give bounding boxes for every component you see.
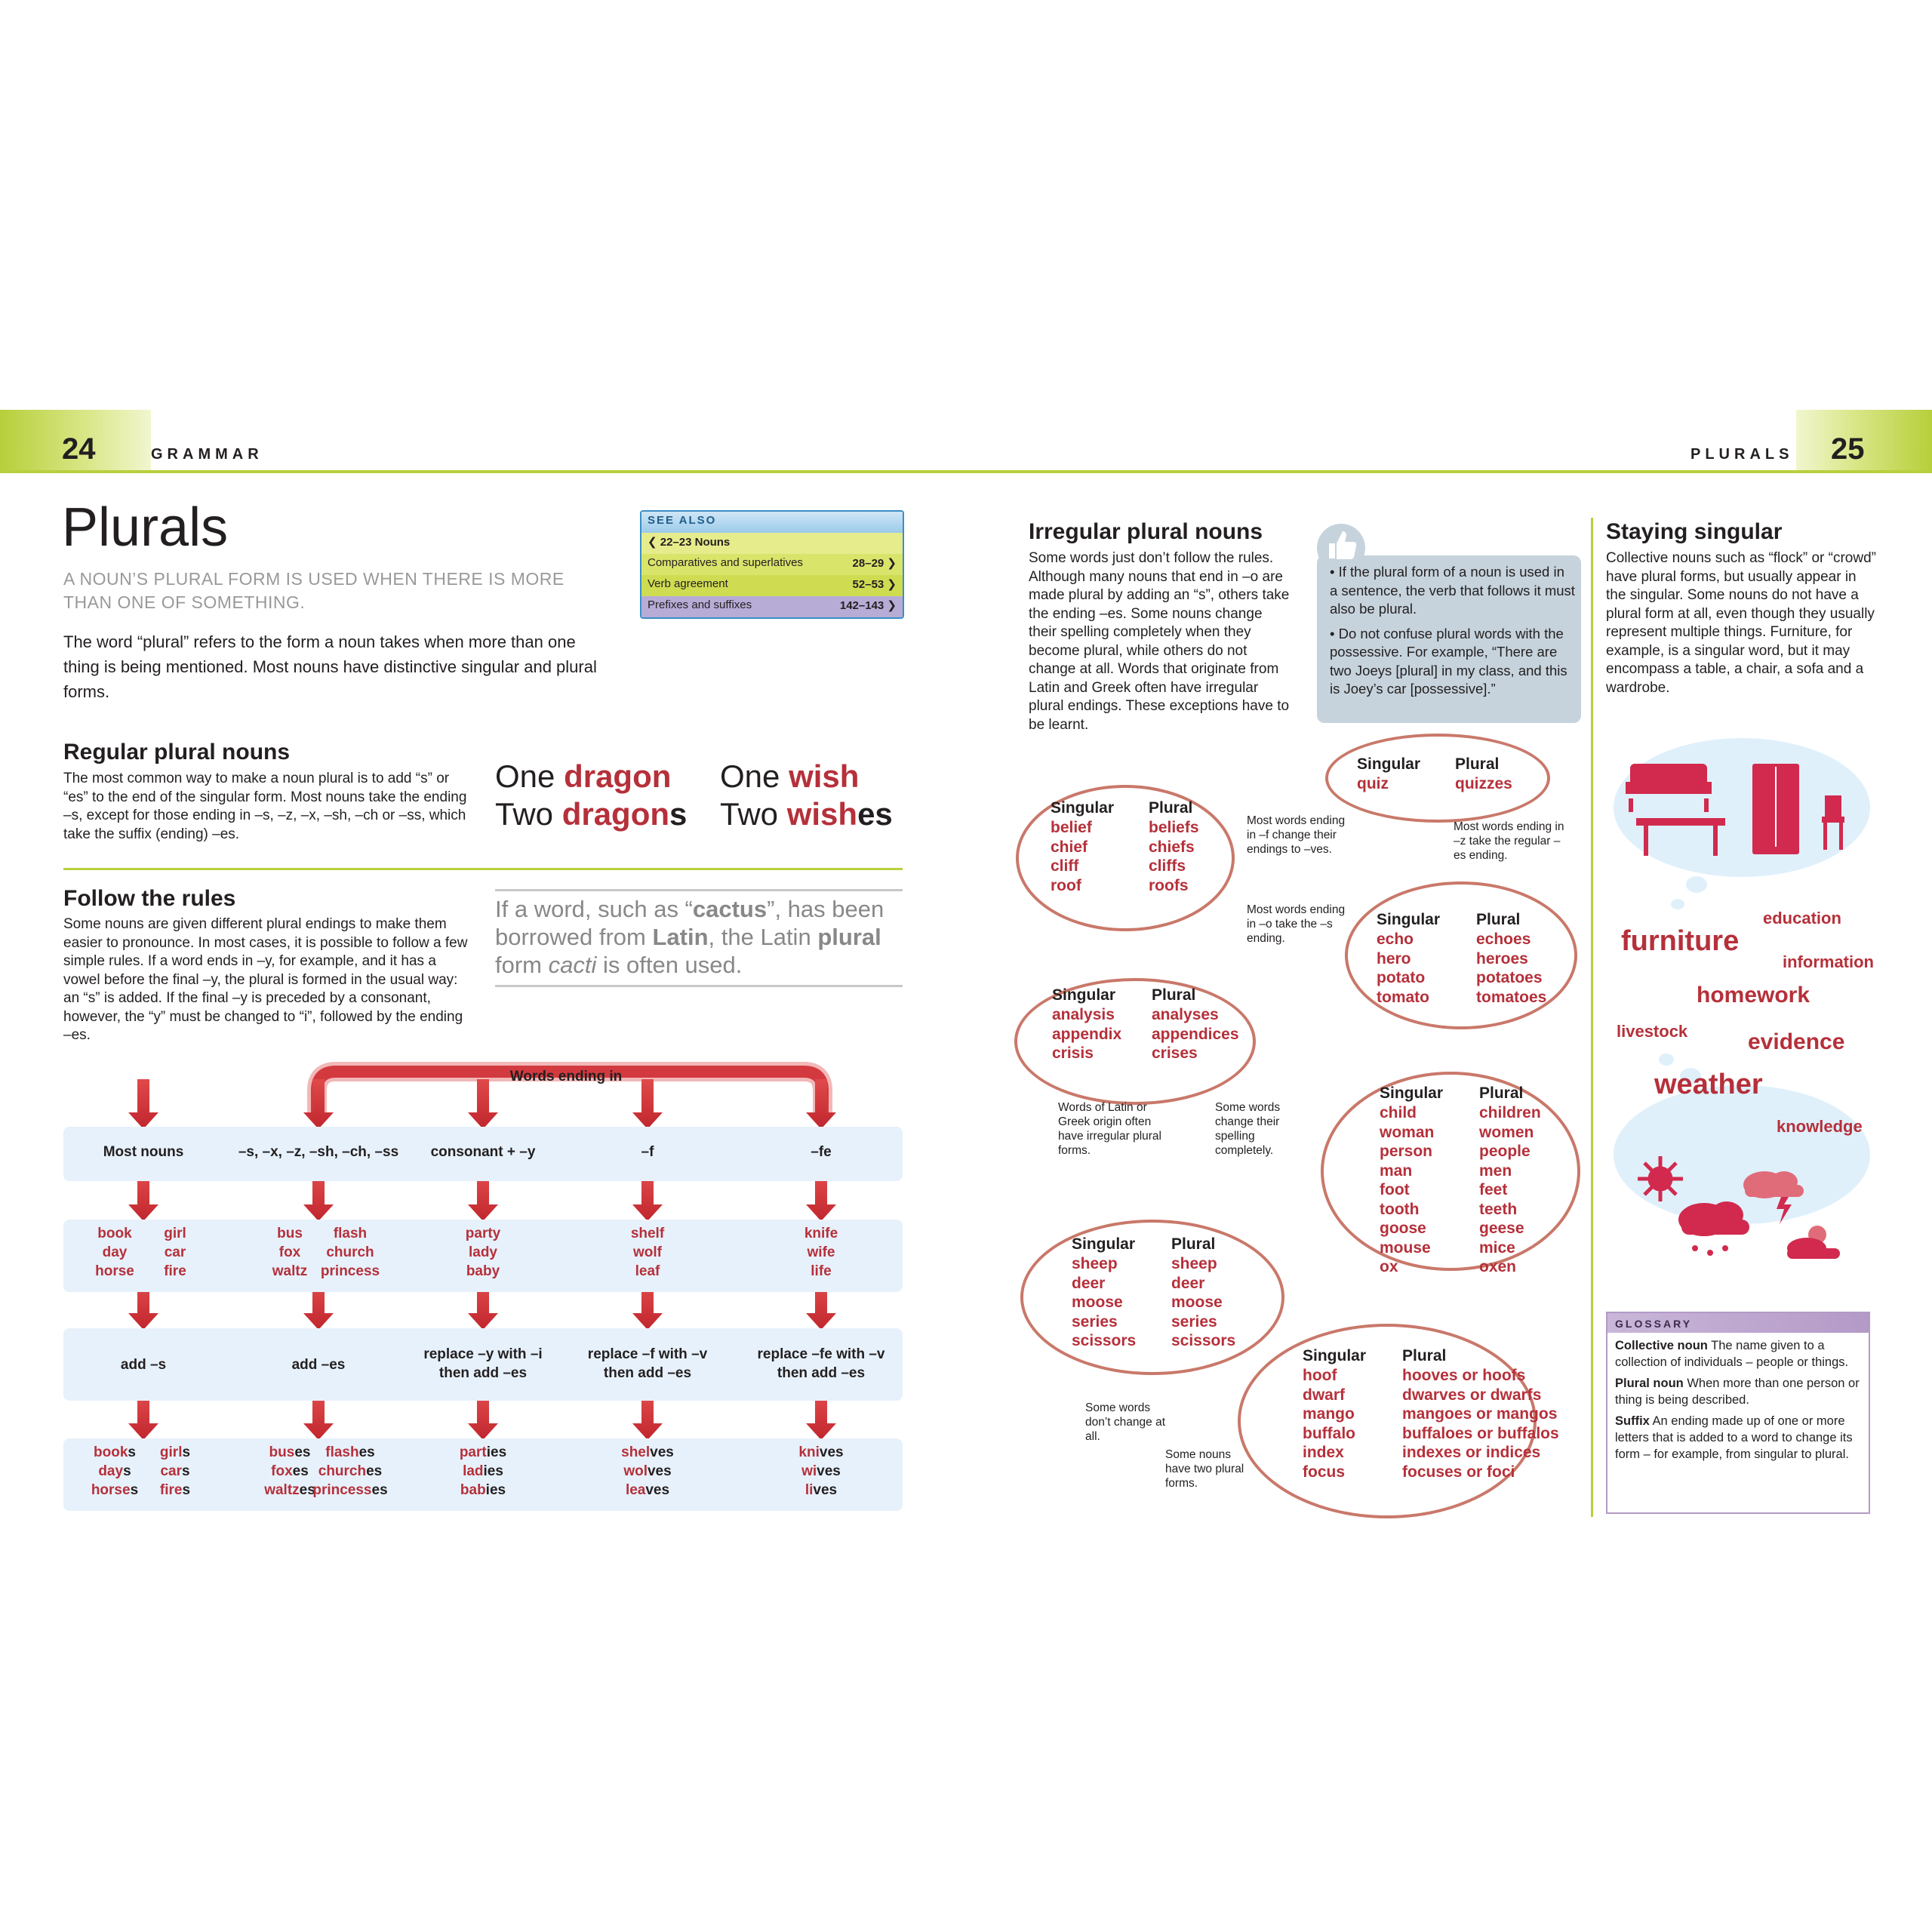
lead-text: The word “plural” refers to the form a noun takes when more than one thing is being mentioned. Most nouns have distinctive singular and plural forms. xyxy=(63,632,597,701)
plural-word: people xyxy=(1479,1143,1531,1160)
glossary-entry: Suffix An ending made up of one or more letters that is added to a word to change its form – for example, from singular to plural. xyxy=(1615,1414,1853,1461)
furniture-weather-illustration xyxy=(1606,732,1878,1291)
intro-text: A NOUN’S PLURAL FORM IS USED WHEN THERE IS MORE THAN ONE OF SOMETHING. xyxy=(63,569,565,612)
plural-word: potatoes xyxy=(1476,969,1543,986)
plural-label: Plural xyxy=(1455,755,1500,773)
singular-word: chief xyxy=(1051,838,1088,856)
singular-word: lady xyxy=(468,1244,498,1260)
singular-word: mouse xyxy=(1380,1238,1431,1257)
cactus-quote: If a word, such as “cactus”, has been borrowed from Latin, the Latin plural form cacti is often used. xyxy=(495,896,884,978)
singular-word: shelf xyxy=(630,1226,665,1241)
plural-ending: ves xyxy=(645,1482,670,1498)
plural-word xyxy=(595,1444,700,1461)
column-divider xyxy=(1591,518,1593,1517)
plural-word xyxy=(768,1482,874,1499)
plural-ending: s xyxy=(181,1463,190,1479)
plural-stem: princess xyxy=(312,1482,372,1498)
plural-word: hooves or hoofs xyxy=(1402,1367,1526,1384)
uncountable-word: evidence xyxy=(1748,1029,1845,1054)
singular-word: leaf xyxy=(635,1263,660,1279)
singular-word: appendix xyxy=(1052,1025,1122,1043)
down-arrow-icon xyxy=(303,1395,334,1440)
singular-word: series xyxy=(1072,1312,1118,1331)
plural-ending: s xyxy=(182,1444,191,1460)
singular-word: girl xyxy=(164,1226,186,1241)
singular-word: buffalo xyxy=(1303,1424,1355,1442)
see-also-header: SEE ALSO xyxy=(641,512,903,533)
rule-label: replace –fe with –v then add –es xyxy=(757,1346,885,1381)
plural-stem: bus xyxy=(269,1444,295,1460)
singular-word: wolf xyxy=(633,1244,662,1260)
singular-word: day xyxy=(102,1244,128,1260)
plural-ending: es xyxy=(292,1463,309,1479)
plural-word xyxy=(122,1482,228,1499)
plural-ending: ves xyxy=(647,1463,672,1479)
down-arrow-icon xyxy=(468,1174,498,1221)
see-also-item[interactable]: Verb agreement 52–53 ❯ xyxy=(641,575,903,596)
rules-heading: Follow the rules xyxy=(63,886,236,911)
singular-label: Singular xyxy=(1377,911,1441,928)
plural-stem: day xyxy=(98,1463,124,1479)
plural-stem: li xyxy=(804,1482,814,1498)
singular-label: Singular xyxy=(1052,986,1116,1004)
singular-word: man xyxy=(1380,1161,1413,1180)
singular-word: deer xyxy=(1072,1274,1106,1292)
plural-stem: wi xyxy=(801,1463,817,1479)
down-arrow-icon xyxy=(468,1395,498,1440)
plural-word: teeth xyxy=(1479,1200,1518,1218)
singular-word: bus xyxy=(277,1226,303,1241)
plural-word xyxy=(122,1463,228,1480)
wardrobe-icon xyxy=(1752,764,1799,854)
rule-label: replace –f with –v then add –es xyxy=(587,1346,708,1381)
singular-word: fire xyxy=(164,1263,186,1279)
plural-word xyxy=(595,1463,700,1480)
plural-stem: book xyxy=(94,1444,128,1460)
singular-word: index xyxy=(1303,1444,1344,1461)
see-also-item[interactable]: ❮ 22–23 Nouns xyxy=(641,533,903,554)
singular-label: Singular xyxy=(1357,755,1421,773)
singular-label: Singular xyxy=(1380,1084,1444,1102)
singular-word: fox xyxy=(278,1244,301,1260)
see-also-item[interactable]: Prefixes and suffixes 142–143 ❯ xyxy=(641,596,903,617)
plural-stem: flash xyxy=(325,1444,359,1460)
plural-ending: ves xyxy=(813,1482,838,1498)
singular-word: quiz xyxy=(1357,775,1389,792)
plural-label: Plural xyxy=(1479,1084,1524,1102)
rain-cloud-icon xyxy=(1678,1201,1749,1256)
plural-word: series xyxy=(1171,1312,1217,1331)
plural-stem: fox xyxy=(271,1463,293,1479)
down-arrow-icon xyxy=(128,1079,158,1129)
plural-word xyxy=(297,1482,403,1499)
singular-label: Singular xyxy=(1051,799,1115,817)
plural-stem: girl xyxy=(159,1444,183,1460)
right-running-head: PLURALS xyxy=(1690,446,1794,463)
singular-word: hero xyxy=(1377,949,1411,968)
glossary-header: GLOSSARY xyxy=(1607,1313,1869,1333)
plural-ending: es xyxy=(294,1444,311,1460)
plural-ending: s xyxy=(128,1444,136,1460)
singular-word: focus xyxy=(1303,1463,1346,1481)
singular-word: woman xyxy=(1380,1123,1435,1141)
plural-stem: horse xyxy=(91,1482,131,1498)
singular-word: child xyxy=(1380,1104,1417,1121)
singular-heading: Staying singular xyxy=(1606,519,1783,544)
group-note: Some words don’t change at all. xyxy=(1085,1401,1166,1443)
plural-ending: s xyxy=(123,1463,131,1479)
uncountable-word: education xyxy=(1763,909,1841,928)
uncountable-word: homework xyxy=(1697,983,1810,1008)
plural-stem: fire xyxy=(159,1482,183,1498)
plural-word: mangoes or mangos xyxy=(1402,1405,1558,1423)
plural-word: men xyxy=(1479,1161,1512,1180)
rules-text: Some nouns are given different plural endings to make them easier to pronounce. In most cases, it is possible to follow a few simple rules. If a word ends in –y, for example, and it has a vowel before the final –y, the plural is formed in the usual way: an “s” is added. If the final –y is preceded by a consonant, however, the “y” must be changed to “i”, followed by the ending –es. xyxy=(63,916,468,1043)
plural-word xyxy=(430,1482,536,1499)
plural-word: moose xyxy=(1171,1294,1223,1311)
dragon-example: One dragon Two dragons xyxy=(495,758,688,832)
plural-label: Plural xyxy=(1149,799,1193,817)
group-note: Some nouns have two plural forms. xyxy=(1165,1448,1244,1490)
group-note: Most words ending in –f change their endings to –ves. xyxy=(1247,814,1346,856)
plural-word: dwarves or dwarfs xyxy=(1402,1386,1542,1404)
tip-text: • If the plural form of a noun is used in a sentence, the verb that follows it must also be plural. • Do not confuse plural words with the possessive. For example, “There are two Joeys [plural] in my class, and this is Joey’s car [possessive].” xyxy=(1330,564,1575,697)
singular-word: waltz xyxy=(272,1263,308,1279)
plural-stem: car xyxy=(160,1463,182,1479)
see-also-item[interactable]: Comparatives and superlatives 28–29 ❯ xyxy=(641,554,903,575)
group-note: Most words ending in –z take the regular –es ending. xyxy=(1454,820,1564,862)
plural-ending: es xyxy=(299,1482,315,1498)
ending-label: –f xyxy=(641,1144,654,1160)
singular-word: flash xyxy=(333,1226,368,1241)
singular-word: party xyxy=(465,1226,501,1241)
sun-cloud-icon xyxy=(1787,1226,1840,1259)
plural-label: Plural xyxy=(1476,911,1521,928)
plural-word: focuses or foci xyxy=(1402,1463,1515,1481)
plural-ending: ves xyxy=(650,1444,674,1460)
plural-word xyxy=(768,1463,874,1480)
down-arrow-icon xyxy=(128,1174,158,1221)
plural-ending: ves xyxy=(817,1463,841,1479)
plural-label: Plural xyxy=(1402,1347,1447,1364)
singular-word: dwarf xyxy=(1303,1386,1346,1404)
plural-ending: s xyxy=(130,1482,139,1498)
plural-word xyxy=(297,1444,403,1461)
plural-word xyxy=(430,1463,536,1480)
wish-example: One wish Two wishes xyxy=(720,758,893,832)
singular-label: Singular xyxy=(1072,1235,1136,1253)
uncountable-word: weather xyxy=(1654,1069,1763,1100)
plural-stem: waltz xyxy=(264,1482,300,1498)
page-title: Plurals xyxy=(62,497,229,558)
plural-word: appendices xyxy=(1152,1025,1239,1043)
plural-word: feet xyxy=(1479,1181,1508,1198)
plural-ending: ies xyxy=(486,1444,507,1460)
plural-word: tomatoes xyxy=(1476,988,1547,1006)
irregular-text: Some words just don’t follow the rules. Although many nouns that end in –o are made plural by adding an “s”, others take the ending –es. Some nouns change their spelling completely when they become plural, while others do not change at all. Words that originate from Latin and Greek often have irregular plural endings. These exceptions have to be learnt. xyxy=(1029,550,1290,733)
plural-word: crises xyxy=(1152,1044,1198,1062)
singular-word: princess xyxy=(320,1263,380,1279)
plural-stem: church xyxy=(318,1463,367,1479)
group-note: Some words change their spelling completely. xyxy=(1215,1101,1281,1157)
plural-word: buffaloes or buffalos xyxy=(1402,1424,1559,1442)
plural-word: chiefs xyxy=(1149,838,1195,856)
singular-word: church xyxy=(326,1244,374,1260)
down-arrow-icon xyxy=(303,1174,334,1221)
singular-word: book xyxy=(97,1226,132,1241)
plural-word: sheep xyxy=(1171,1255,1217,1272)
plural-stem: lea xyxy=(625,1482,646,1498)
ending-label: –s, –x, –z, –sh, –ch, –ss xyxy=(238,1144,399,1160)
singular-word: analysis xyxy=(1052,1006,1115,1023)
down-arrow-icon xyxy=(632,1079,663,1129)
plural-stem: bab xyxy=(460,1482,486,1498)
plural-word: echoes xyxy=(1476,931,1531,948)
right-page-number: 25 xyxy=(1831,432,1865,466)
thumbs-up-icon xyxy=(1326,528,1358,561)
singular-word: goose xyxy=(1380,1220,1426,1237)
plural-ending: ies xyxy=(485,1482,506,1498)
singular-word: wife xyxy=(807,1244,835,1260)
singular-word: knife xyxy=(804,1226,838,1241)
plural-word xyxy=(297,1463,403,1480)
plural-word xyxy=(430,1444,536,1461)
plural-ending: ies xyxy=(483,1463,503,1479)
regular-text: The most common way to make a noun plural is to add “s” or “es” to the end of the singular form. Most nouns take the ending –s, except for those ending in –s, –z, –x, –sh, –ch or –ss, which take the suffix (ending) –es. xyxy=(63,771,467,842)
singular-word: cliff xyxy=(1051,857,1079,875)
singular-word: person xyxy=(1380,1143,1433,1160)
singular-word: baby xyxy=(466,1263,500,1279)
plural-ending: ves xyxy=(819,1444,844,1460)
plural-word: scissors xyxy=(1171,1332,1236,1349)
plural-ending: es xyxy=(371,1482,388,1498)
group-oval xyxy=(1016,785,1235,931)
plural-stem: shel xyxy=(621,1444,651,1460)
singular-word: belief xyxy=(1051,819,1092,836)
singular-word: echo xyxy=(1377,931,1414,948)
group-note: Most words ending in –o take the –s ending. xyxy=(1247,903,1346,945)
left-running-head: GRAMMAR xyxy=(151,446,263,463)
glossary-box xyxy=(1606,1312,1870,1514)
plural-word: analyses xyxy=(1152,1006,1219,1023)
rule-label: add –es xyxy=(291,1357,346,1373)
down-arrow-icon xyxy=(632,1174,663,1221)
plural-word xyxy=(122,1444,228,1461)
right-header-rule xyxy=(966,470,1932,473)
plural-word: roofs xyxy=(1149,876,1189,894)
words-ending-in-label: Words ending in xyxy=(509,1069,623,1084)
uncountable-word: information xyxy=(1783,952,1874,971)
plural-stem: wol xyxy=(623,1463,648,1479)
plural-word: women xyxy=(1479,1123,1534,1141)
sun-icon xyxy=(1638,1156,1683,1201)
singular-word: ox xyxy=(1380,1258,1398,1275)
group-oval xyxy=(1321,1072,1580,1271)
plural-word: children xyxy=(1479,1104,1541,1121)
plural-word xyxy=(595,1482,700,1499)
plural-ending: es xyxy=(366,1463,383,1479)
plural-word xyxy=(768,1444,874,1461)
singular-word: foot xyxy=(1380,1181,1410,1198)
uncountable-word: knowledge xyxy=(1777,1117,1863,1136)
down-arrow-icon xyxy=(806,1395,836,1440)
singular-word: potato xyxy=(1377,969,1426,986)
plural-word: cliffs xyxy=(1149,857,1186,875)
irregular-heading: Irregular plural nouns xyxy=(1029,519,1263,544)
plural-stem: lad xyxy=(463,1463,484,1479)
down-arrow-icon xyxy=(806,1174,836,1221)
singular-word: tomato xyxy=(1377,988,1429,1006)
singular-word: car xyxy=(164,1244,186,1260)
singular-word: horse xyxy=(95,1263,134,1279)
plural-label: Plural xyxy=(1152,986,1196,1004)
glossary-entry: Collective noun The name given to a collection of individuals – people or things. xyxy=(1615,1339,1849,1369)
plural-ending: es xyxy=(358,1444,375,1460)
ending-label: Most nouns xyxy=(103,1144,184,1160)
plural-stem: kni xyxy=(798,1444,820,1460)
glossary-entry: Plural noun When more than one person or thing is being described. xyxy=(1615,1377,1860,1407)
plural-word: heroes xyxy=(1476,949,1528,968)
down-arrow-icon xyxy=(468,1079,498,1129)
singular-word: scissors xyxy=(1072,1332,1137,1349)
uncountable-word: furniture xyxy=(1621,925,1740,957)
singular-word: roof xyxy=(1051,876,1081,894)
group-oval xyxy=(1020,1220,1284,1375)
singular-label: Singular xyxy=(1303,1347,1367,1364)
uncountable-word: livestock xyxy=(1617,1022,1688,1041)
singular-word: tooth xyxy=(1380,1200,1420,1218)
regular-heading: Regular plural nouns xyxy=(63,740,291,764)
plural-word: deer xyxy=(1171,1274,1205,1292)
group-note: Words of Latin or Greek origin often have irregular plural forms. xyxy=(1058,1101,1161,1157)
plural-word: quizzes xyxy=(1455,775,1512,792)
rule-label: add –s xyxy=(120,1357,167,1373)
plural-word: geese xyxy=(1479,1220,1524,1237)
plural-word: oxen xyxy=(1479,1258,1517,1275)
down-arrow-icon xyxy=(128,1395,158,1440)
rule-label: replace –y with –i then add –es xyxy=(423,1346,543,1381)
singular-word: sheep xyxy=(1072,1255,1118,1272)
plural-word: mice xyxy=(1479,1238,1515,1257)
singular-text: Collective nouns such as “flock” or “crowd” have plural forms, but usually appear in the singular. Some nouns do not have a plural form at all, even though they usually represent multiple things. Furniture, for example, is a singular word, but it may encompass a table, a chair, a sofa and a wardrobe. xyxy=(1606,550,1876,696)
ending-label: –fe xyxy=(811,1144,832,1160)
plural-word: indexes or indices xyxy=(1402,1444,1541,1461)
plural-label: Plural xyxy=(1171,1235,1216,1253)
down-arrow-icon xyxy=(632,1395,663,1440)
singular-word: moose xyxy=(1072,1294,1123,1311)
ending-label: consonant + –y xyxy=(430,1144,536,1160)
singular-word: crisis xyxy=(1052,1044,1094,1062)
singular-word: life xyxy=(811,1263,832,1279)
left-page-number: 24 xyxy=(62,432,96,466)
plural-stem: part xyxy=(459,1444,487,1460)
plural-ending: s xyxy=(182,1482,191,1498)
singular-word: hoof xyxy=(1303,1367,1337,1384)
plural-word: beliefs xyxy=(1149,819,1199,836)
singular-word: mango xyxy=(1303,1405,1355,1423)
